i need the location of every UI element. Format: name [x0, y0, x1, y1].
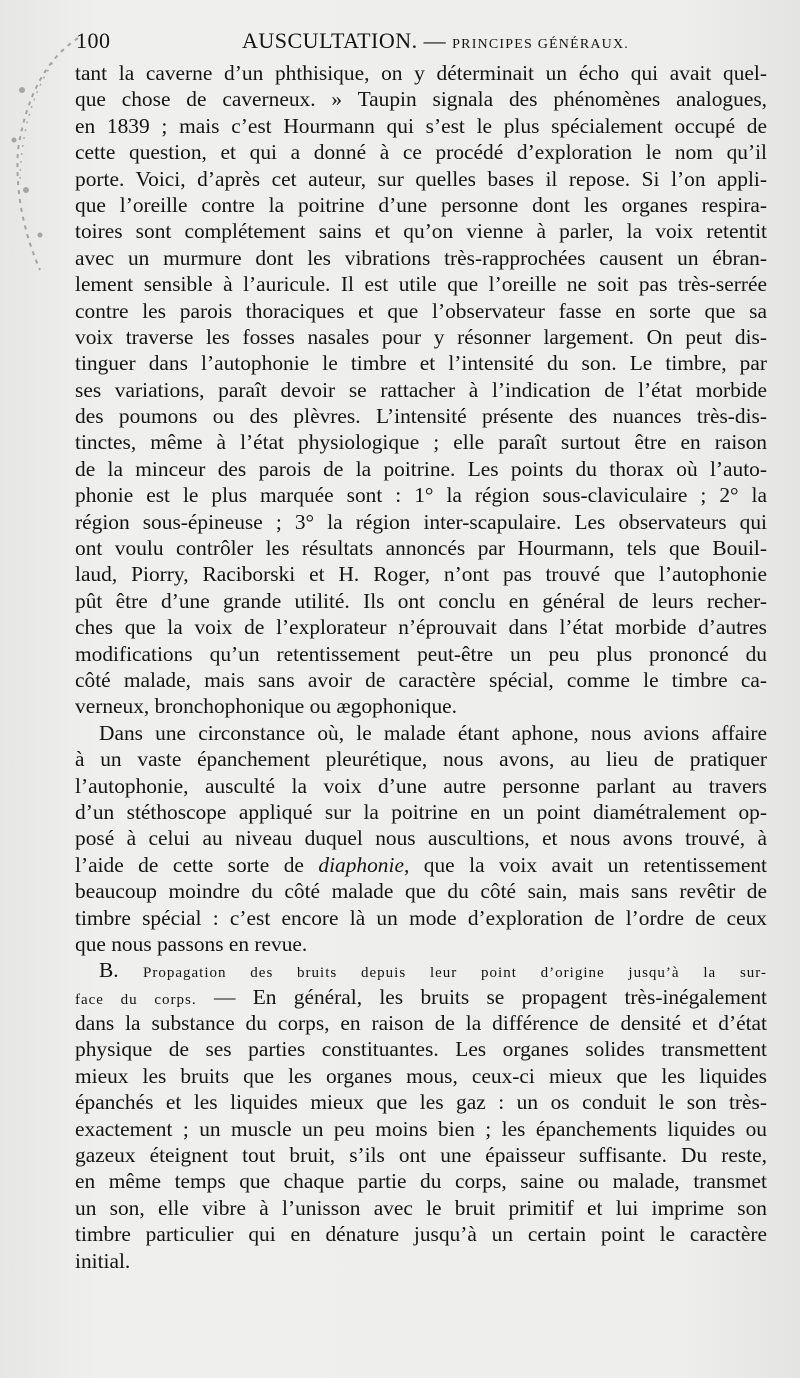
- section-title-end: face du corps.: [75, 991, 197, 1008]
- text-line: d’un stéthoscope appliqué sur la poitrine en un point diamétralement op-: [75, 799, 767, 824]
- text-line: initial.: [75, 1248, 131, 1273]
- text-line: ses variations, paraît devoir se rattacher à l’indication de l’état morbide: [75, 377, 767, 402]
- text-line: laud, Piorry, Raciborski et H. Roger, n’ont pas trouvé que l’autophonie: [75, 562, 767, 587]
- italic-term: diaphonie: [318, 852, 404, 877]
- text-line: des poumons ou des plèvres. L’intensité présente des nuances très-dis-: [75, 404, 767, 429]
- text-line: que nous passons en revue.: [75, 931, 308, 956]
- text-line: exactement ; un muscle un peu moins bien ; les épanchements liquides ou: [75, 1116, 767, 1141]
- text-line: en 1839 ; mais c’est Hourmann qui s’est le plus spécialement occupé de: [75, 113, 767, 138]
- text-line: tinctes, même à l’état physiologique ; elle paraît surtout être en raison: [75, 430, 767, 455]
- text-line-with-italic: [75, 852, 767, 878]
- text-line: avec un murmure dont les vibrations très-rapprochées causent un ébran-: [75, 245, 767, 270]
- text-line: dans la substance du corps, en raison de la différence de densité et d’état: [75, 1011, 767, 1036]
- text-line: modifications qu’un retentissement peut-être un peu plus prononcé du: [75, 641, 767, 666]
- text-line: posé à celui au niveau duquel nous auscultions, et nous avons trouvé, à: [75, 826, 767, 851]
- text-line: beaucoup moindre du côté malade que du côté sain, mais sans revêtir de: [75, 879, 767, 904]
- section-heading-line: [75, 984, 767, 1010]
- text-line: ches que la voix de l’explorateur n’éprouvait dans l’état morbide d’autres: [75, 615, 767, 640]
- text-line: en même temps que chaque partie du corps, saine ou malade, transmet: [75, 1169, 767, 1194]
- text-line: gazeux éteignent tout bruit, s’ils ont une épaisseur suffisante. Du reste,: [75, 1143, 767, 1168]
- text-line: Dans une circonstance où, le malade étant aphone, nous avions affaire: [99, 720, 767, 745]
- section-letter: B.: [99, 958, 119, 983]
- header-title: AUSCULTATION.: [242, 28, 418, 53]
- text-line: épanchés et les liquides mieux que les gaz : un os conduit le son très-: [75, 1090, 767, 1115]
- text-line: de la minceur des parois de la poitrine. Les points du thorax où l’auto-: [75, 456, 767, 481]
- text-line: tant la caverne d’un phthisique, on y déterminait un écho qui avait quel-: [75, 61, 767, 85]
- text-line: cette question, et qui a donné à ce procédé d’exploration le nom qu’il: [75, 140, 767, 165]
- text-segment: — En général, les bruits se propagent très-inégalement: [213, 984, 768, 1009]
- text-line: lement sensible à l’auricule. Il est utile que l’oreille ne soit pas très-serrée: [75, 272, 767, 297]
- text-line: région sous-épineuse ; 3° la région inter-scapulaire. Les observateurs qui: [75, 509, 767, 534]
- text-line: tinguer dans l’autophonie le timbre et l’intensité du son. Le timbre, par: [75, 351, 767, 376]
- page-number: 100: [76, 28, 111, 53]
- section-heading-line: [75, 957, 767, 983]
- text-line: côté malade, mais sans avoir de caractère spécial, comme le timbre ca-: [75, 667, 767, 692]
- text-line: ont voulu contrôler les résultats annoncés par Hourmann, tels que Bouil-: [75, 536, 767, 561]
- text-line: à un vaste épanchement pleurétique, nous avons, au lieu de pratiquer: [75, 747, 767, 772]
- text-line: l’autophonie, ausculté la voix d’une autre personne parlant au travers: [75, 773, 767, 798]
- body-text: [75, 60, 767, 1274]
- text-line: timbre spécial : c’est encore là un mode d’exploration de l’ordre de ceux: [75, 905, 767, 930]
- text-segment: , que la voix avait un retentissement: [403, 852, 767, 877]
- header-subtitle: PRINCIPES GÉNÉRAUX.: [452, 37, 629, 52]
- text-line: contre les parois thoraciques et que l’observateur fasse en sorte que sa: [75, 298, 767, 323]
- text-line: que chose de caverneux. » Taupin signala des phénomènes analogues,: [75, 87, 767, 112]
- text-line: phonie est le plus marquée sont : 1° la région sous-claviculaire ; 2° la: [75, 483, 767, 508]
- text-line: toires sont complétement sains et qu’on vienne à parler, la voix retentit: [75, 219, 767, 244]
- text-line: verneux, bronchophonique ou ægophonique.: [75, 694, 457, 719]
- text-line: un son, elle vibre à l’unisson avec le bruit primitif et lui imprime son: [75, 1195, 767, 1220]
- text-line: porte. Voici, d’après cet auteur, sur quelles bases il repose. Si l’on appli-: [75, 166, 767, 191]
- text-segment: l’aide de cette sorte de: [75, 852, 304, 877]
- text-line: voix traverse les fosses nasales pour y résonner largement. On peut dis-: [75, 324, 767, 349]
- text-line: pût être d’une grande utilité. Ils ont conclu en général de leurs recher-: [75, 588, 767, 613]
- running-head: [242, 28, 629, 54]
- text-line: timbre particulier qui en dénature jusqu’à un certain point le caractère: [75, 1222, 767, 1247]
- text-line: que l’oreille contre la poitrine d’une personne dont les organes respira-: [75, 192, 767, 217]
- header-separator: —: [423, 28, 447, 53]
- section-title: Propagation des bruits depuis leur point d’origine jusqu’à la sur-: [143, 965, 767, 982]
- running-header: [76, 28, 772, 58]
- text-line: mieux les bruits que les organes mous, ceux-ci mieux que les liquides: [75, 1063, 767, 1088]
- text-line: physique de ses parties constituantes. Les organes solides transmettent: [75, 1037, 767, 1062]
